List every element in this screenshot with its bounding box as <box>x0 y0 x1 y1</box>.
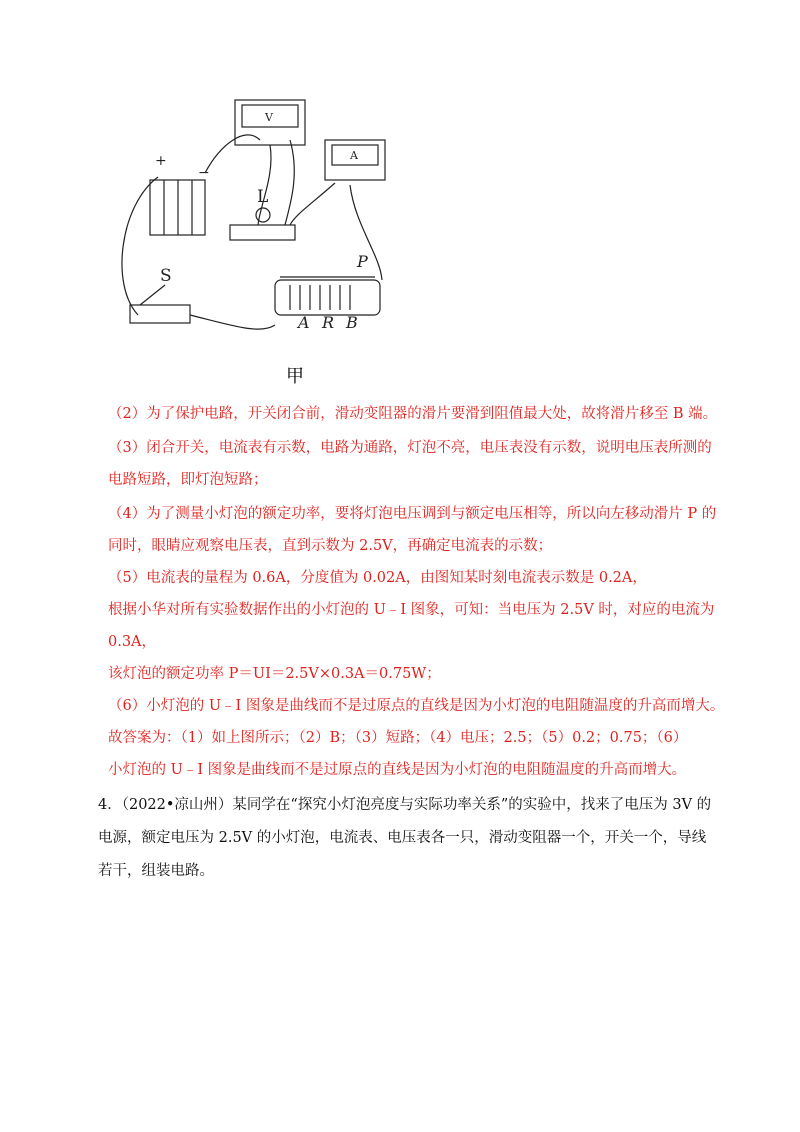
answer-line-9: 该灯泡的额定功率 P＝UI＝2.5V×0.3A＝0.75W； <box>108 666 441 682</box>
ammeter-symbol: A <box>350 149 358 162</box>
resistor-r-label: R <box>322 313 335 332</box>
figure-caption: 甲 <box>286 366 304 387</box>
answer-line-1: （2）为了保护电路，开关闭合前，滑动变阻器的滑片要滑到阻值最大处，故将滑片移至 B 端。 <box>108 406 718 422</box>
lamp-label: L <box>257 187 269 207</box>
switch-label: S <box>160 266 172 286</box>
slider-label: P <box>357 252 368 271</box>
battery-plus-label: + <box>155 153 167 169</box>
answer-line-12: 小灯泡的 U﹣I 图象是曲线而不是过原点的直线是因为小灯泡的电阻随温度的升高而增大。 <box>108 762 687 778</box>
battery-minus-label: − <box>198 165 210 181</box>
voltmeter-symbol: V <box>265 111 273 124</box>
answer-line-11: 故答案为：（1）如上图所示；（2）B；（3）短路；（4）电压；2.5；（5）0.2；0.75；（6） <box>108 730 688 746</box>
answer-line-7: 根据小华对所有实验数据作出的小灯泡的 U﹣I 图象，可知：当电压为 2.5V 时，对应的电流为 <box>108 602 715 618</box>
answer-line-3: 电路短路，即灯泡短路； <box>108 472 268 488</box>
answer-line-5: 同时，眼睛应观察电压表，直到示数为 2.5V，再确定电流表的示数； <box>108 538 553 554</box>
answer-line-4: （4）为了测量小灯泡的额定功率，要将灯泡电压调到与额定电压相等，所以向左移动滑片 P 的 <box>108 506 717 522</box>
circuit-figure <box>110 85 410 385</box>
question4-line-1: 4．（2022•凉山州）某同学在“探究小灯泡亮度与实际功率关系”的实验中，找来了电压为 3V 的 <box>98 797 712 813</box>
answer-line-10: （6）小灯泡的 U﹣I 图象是曲线而不是过原点的直线是因为小灯泡的电阻随温度的升高而增大。 <box>108 698 725 714</box>
answer-line-6: （5）电流表的量程为 0.6A，分度值为 0.02A，由图知某时刻电流表示数是 0.2A， <box>108 570 647 586</box>
answer-line-2: （3）闭合开关，电流表有示数，电路为通路，灯泡不亮，电压表没有示数，说明电压表所测的 <box>108 440 712 456</box>
question4-line-2: 电源，额定电压为 2.5V 的小灯泡，电流表、电压表各一只，滑动变阻器一个，开关一个，导线 <box>98 830 707 846</box>
question4-line-3: 若干，组装电路。 <box>98 863 214 879</box>
terminal-b-label: B <box>346 313 358 332</box>
answer-line-8: 0.3A， <box>108 634 157 650</box>
terminal-a-label: A <box>298 313 310 332</box>
